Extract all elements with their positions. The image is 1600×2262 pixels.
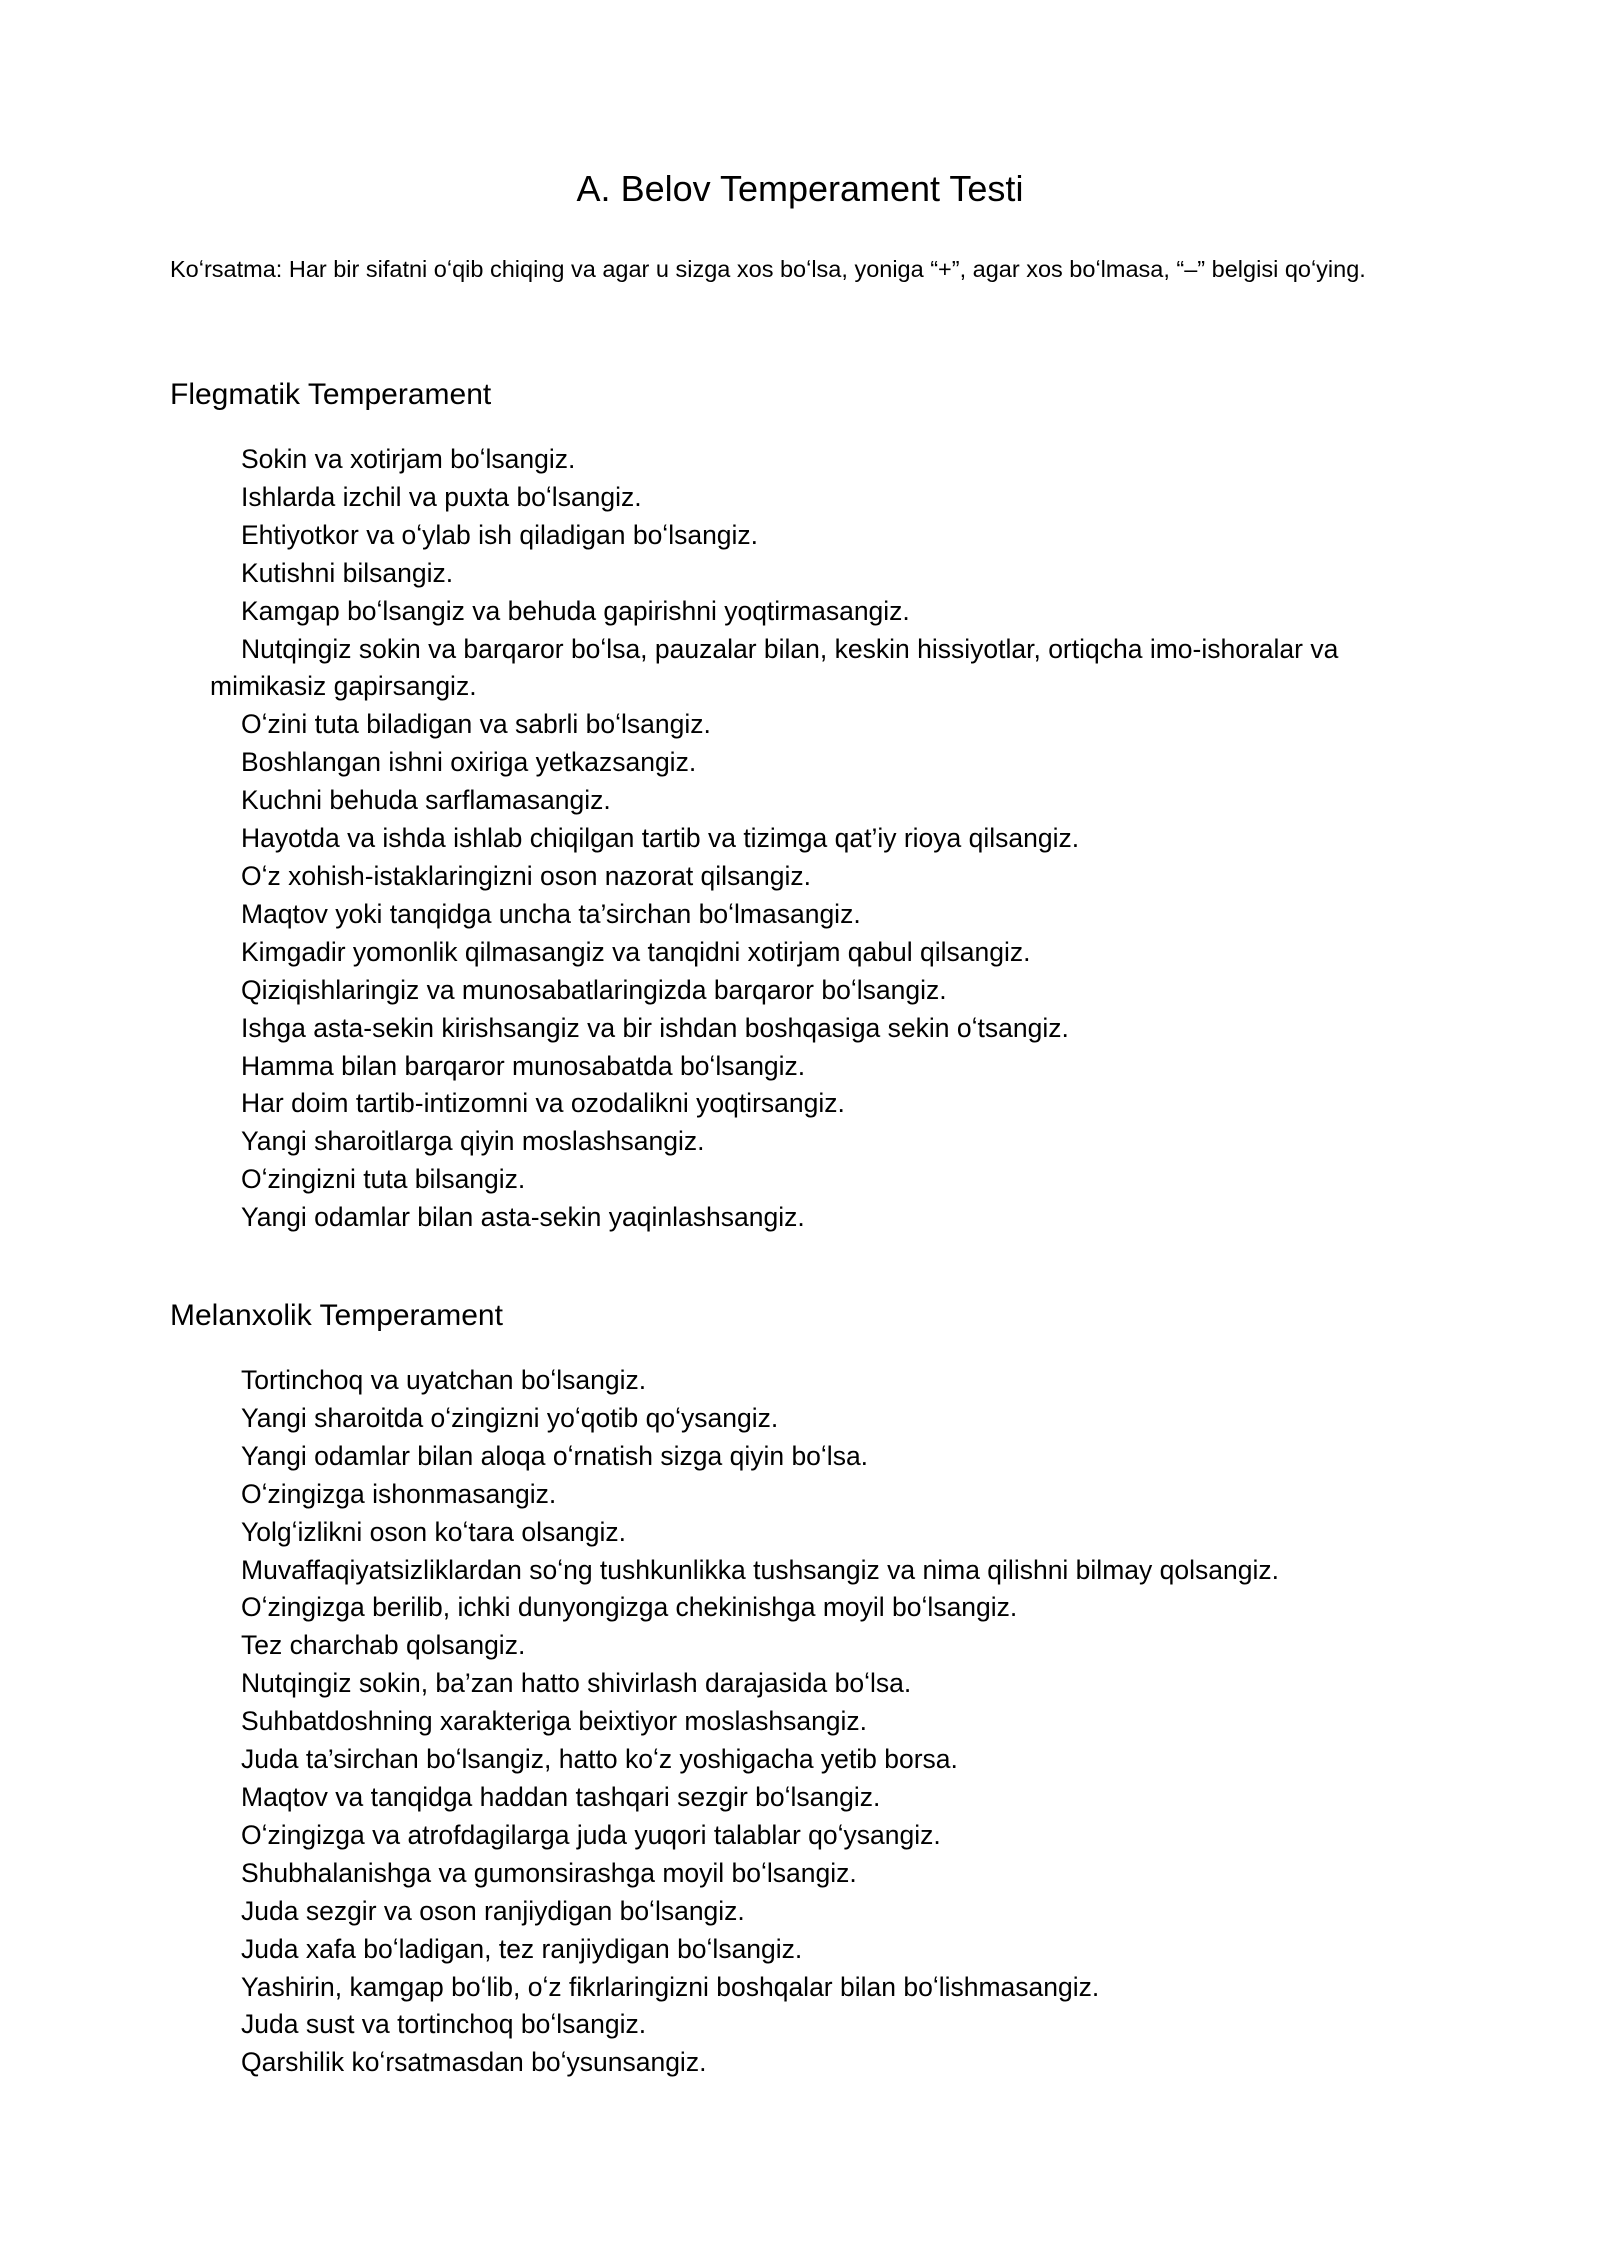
trait-list-melanxolik: [210, 1362, 1460, 2082]
trait-item: Sokin va xotirjam boʻlsangiz.: [241, 444, 576, 474]
trait-item: Oʻzingizga berilib, ichki dunyongizga chekinishga moyil boʻlsangiz.: [241, 1592, 1018, 1623]
trait-item: Muvaffaqiyatsizliklardan soʻng tushkunlikka tushsangiz va nima qilishni bilmay qolsangiz.: [241, 1554, 1279, 1585]
trait-item: Yangi odamlar bilan asta-sekin yaqinlashsangiz.: [241, 1202, 805, 1233]
section-heading-melanxolik: Melanxolik Temperament: [170, 1299, 503, 1332]
trait-item: Tortinchoq va uyatchan boʻlsangiz.: [241, 1365, 647, 1395]
instruction-text: Koʻrsatma: Har bir sifatni oʻqib chiqing va agar u sizga xos boʻlsa, yoniga “+”, agar xos boʻlmasa, “–” belgisi qoʻying.: [170, 256, 1366, 282]
trait-item: Hamma bilan barqaror munosabatda boʻlsangiz.: [241, 1050, 806, 1081]
trait-list-flegmatik: [210, 441, 1460, 1237]
trait-item: Oʻz xohish-istaklaringizni oson nazorat qilsangiz.: [241, 860, 812, 891]
trait-item: Boshlangan ishni oxiriga yetkazsangiz.: [241, 747, 697, 778]
trait-item: Juda ta’sirchan boʻlsangiz, hatto koʻz yoshigacha yetib borsa.: [241, 1744, 958, 1775]
trait-item: Kutishni bilsangiz.: [241, 557, 454, 588]
trait-item: Hayotda va ishda ishlab chiqilgan tartib va tizimga qat’iy rioya qilsangiz.: [241, 823, 1080, 854]
trait-item: Yangi odamlar bilan aloqa oʻrnatish sizga qiyin boʻlsa.: [241, 1440, 869, 1471]
trait-item: Kuchni behuda sarflamasangiz.: [241, 785, 611, 816]
trait-item: Yangi sharoitda oʻzingizni yoʻqotib qoʻysangiz.: [241, 1402, 779, 1433]
trait-item: Nutqingiz sokin, ba’zan hatto shivirlash darajasida boʻlsa.: [241, 1668, 912, 1699]
trait-item: Ishlarda izchil va puxta boʻlsangiz.: [241, 481, 642, 512]
trait-item: Nutqingiz sokin va barqaror boʻlsa, pauzalar bilan, keskin hissiyotlar, ortiqcha imo-ishoralar va mimikasiz gapirsangiz.: [210, 633, 1339, 702]
trait-item: Har doim tartib-intizomni va ozodalikni yoqtirsangiz.: [241, 1088, 845, 1119]
page-title: A. Belov Temperament Testi: [576, 168, 1024, 209]
trait-item: Tez charchab qolsangiz.: [241, 1630, 526, 1661]
trait-item: Kimgadir yomonlik qilmasangiz va tanqidni xotirjam qabul qilsangiz.: [241, 936, 1031, 967]
trait-item: Yashirin, kamgap boʻlib, oʻz fikrlaringizni boshqalar bilan boʻlishmasangiz.: [241, 1971, 1100, 2002]
trait-item: Yangi sharoitlarga qiyin moslashsangiz.: [241, 1126, 705, 1157]
trait-item: Juda sezgir va oson ranjiydigan boʻlsangiz.: [241, 1895, 745, 1926]
trait-item: Suhbatdoshning xarakteriga beixtiyor moslashsangiz.: [241, 1706, 868, 1737]
section-heading-flegmatik: Flegmatik Temperament: [170, 378, 492, 411]
trait-item: Shubhalanishga va gumonsirashga moyil boʻlsangiz.: [241, 1857, 857, 1888]
trait-item: Juda sust va tortinchoq boʻlsangiz.: [241, 2009, 647, 2040]
trait-item: Yolgʻizlikni oson koʻtara olsangiz.: [241, 1516, 626, 1547]
trait-item: Oʻzingizga va atrofdagilarga juda yuqori talablar qoʻysangiz.: [241, 1819, 941, 1850]
trait-item: Kamgap boʻlsangiz va behuda gapirishni yoqtirmasangiz.: [241, 595, 910, 626]
trait-item: Qiziqishlaringiz va munosabatlaringizda barqaror boʻlsangiz.: [241, 974, 947, 1005]
trait-item: Juda xafa boʻladigan, tez ranjiydigan boʻlsangiz.: [241, 1933, 803, 1964]
trait-item: Maqtov yoki tanqidga uncha ta’sirchan boʻlmasangiz.: [241, 898, 861, 929]
trait-item: Qarshilik koʻrsatmasdan boʻysunsangiz.: [241, 2047, 707, 2078]
trait-item: Maqtov va tanqidga haddan tashqari sezgir boʻlsangiz.: [241, 1781, 881, 1812]
trait-item: Ehtiyotkor va oʻylab ish qiladigan boʻlsangiz.: [241, 519, 759, 550]
trait-item: Oʻzingizga ishonmasangiz.: [241, 1478, 557, 1509]
trait-item: Oʻzini tuta biladigan va sabrli boʻlsangiz.: [241, 709, 711, 740]
trait-item: Ishga asta-sekin kirishsangiz va bir ishdan boshqasiga sekin oʻtsangiz.: [241, 1012, 1069, 1043]
trait-item: Oʻzingizni tuta bilsangiz.: [241, 1164, 526, 1195]
